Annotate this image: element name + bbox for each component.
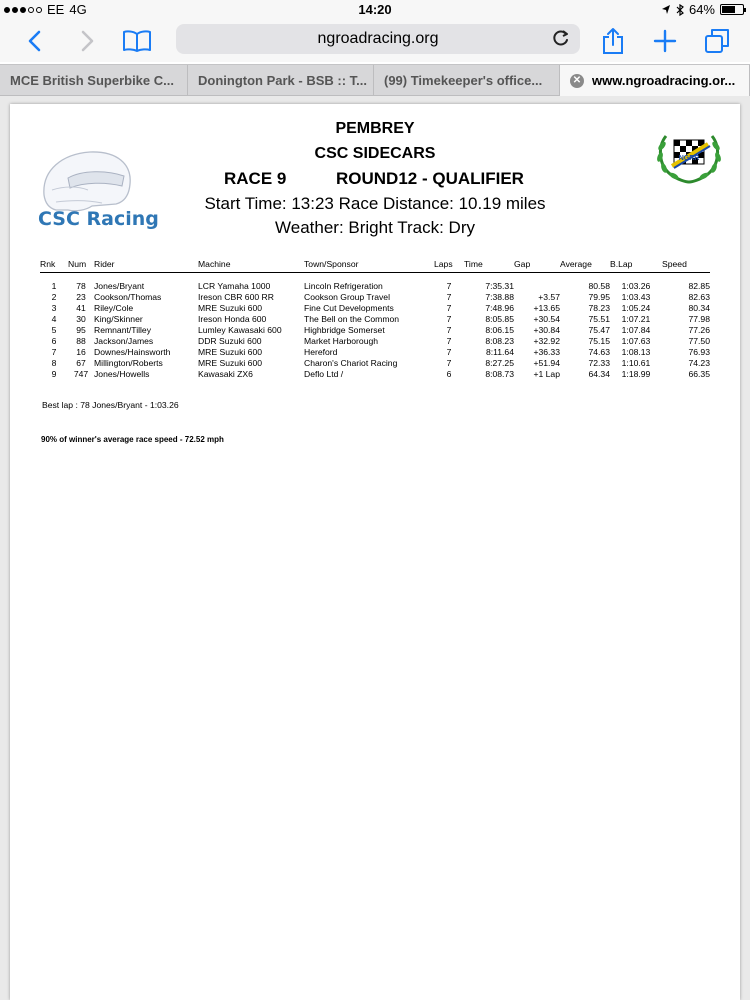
table-cell: Jones/Howells [94,368,150,379]
table-cell: Deflo Ltd / [304,368,344,379]
table-cell: 77.26 [688,324,710,335]
new-tab-button[interactable] [650,26,680,56]
table-cell: 1:05.24 [621,302,651,313]
col-header: Gap [514,259,531,269]
results-table [40,258,710,379]
address-bar[interactable] [176,24,580,54]
table-cell: 7:48.96 [485,302,514,313]
tab-label: MCE British Superbike C... [10,73,174,88]
col-header: B.Lap [610,259,633,269]
table-cell: 7:38.88 [485,291,514,302]
table-cell: 7 [446,335,452,346]
table-cell: 2 [51,291,57,302]
race-number: RACE 9 [224,169,287,188]
class-title: CSC SIDECARS [314,145,436,162]
weather-line: Weather: Bright Track: Dry [275,218,475,237]
table-row [40,291,710,302]
plus-icon [653,29,677,53]
table-cell: 78.23 [588,302,610,313]
table-cell [514,280,560,291]
table-cell: Ireson CBR 600 RR [198,291,274,302]
table-cell: 75.15 [588,335,610,346]
table-cell: 8:06.15 [485,324,514,335]
table-cell: 77.50 [688,335,710,346]
table-cell: 7 [446,357,452,368]
table-cell: MRE Suzuki 600 [198,302,263,313]
tab-2[interactable] [188,65,374,96]
table-cell: 74.63 [588,346,610,357]
col-header: Rnk [40,259,56,269]
table-cell: 1:03.43 [621,291,651,302]
results-document [10,104,740,1000]
col-header: Machine [198,259,231,269]
tab-label: (99) Timekeeper's office... [384,73,543,88]
table-cell: 1:07.63 [621,335,651,346]
table-row [40,313,710,324]
status-bar [0,0,750,20]
table-cell: 1:08.13 [621,346,651,357]
bookmarks-button[interactable] [120,26,154,56]
table-cell: 78 [76,280,86,291]
tab-strip [0,64,750,96]
table-cell: +13.65 [533,302,560,313]
table-cell: +30.54 [533,313,560,324]
table-cell: Riley/Cole [94,302,134,313]
table-cell: 66.35 [688,368,710,379]
reload-icon [552,29,570,47]
table-cell: Jackson/James [94,335,154,346]
col-header: Speed [662,259,687,269]
col-header: Laps [434,259,453,269]
table-cell: 75.47 [588,324,610,335]
table-cell: 7 [446,302,452,313]
table-cell: Lincoln Refrigeration [304,280,383,291]
chevron-left-icon [27,30,41,52]
table-cell: +36.33 [533,346,560,357]
table-row [40,335,710,346]
table-cell: 8:27.25 [485,357,514,368]
table-cell: 8 [51,357,57,368]
table-cell: 41 [76,302,86,313]
table-cell: 1:07.84 [621,324,651,335]
table-cell: 7 [446,313,452,324]
table-cell: Remnant/Tilley [94,324,151,335]
col-header: Num [68,259,87,269]
table-cell: 7 [446,291,452,302]
table-cell: 80.58 [588,280,610,291]
table-cell: 8:11.64 [485,346,514,357]
table-cell: 1:10.61 [621,357,651,368]
table-cell: 1:03.26 [621,280,651,291]
location-arrow-icon [661,4,671,15]
url-text: ngroadracing.org [317,30,439,47]
table-cell: Highbridge Somerset [304,324,385,335]
table-row [40,346,710,357]
table-cell: Jones/Bryant [94,280,145,291]
share-button[interactable] [598,26,628,56]
carrier-label: EE [47,2,65,17]
col-header: Town/Sponsor [304,259,359,269]
book-icon [122,29,152,53]
col-header: Time [464,259,483,269]
table-cell: Charon's Chariot Racing [304,357,398,368]
table-row [40,280,710,291]
reload-button[interactable] [552,29,570,52]
table-cell: Kawasaki ZX6 [198,368,253,379]
header-divider [40,272,710,273]
table-cell: +30.84 [533,324,560,335]
table-cell: 6 [51,335,57,346]
table-cell: +51.94 [533,357,560,368]
table-cell: 1:07.21 [621,313,651,324]
battery-percent: 64% [688,2,715,17]
table-cell: DDR Suzuki 600 [198,335,262,346]
table-cell: Cookson Group Travel [304,291,390,302]
share-icon [602,27,624,55]
table-cell: 76.93 [688,346,710,357]
table-cell: 23 [76,291,86,302]
tab-3[interactable] [374,65,560,96]
table-cell: MRE Suzuki 600 [198,346,263,357]
tab-label: www.ngroadracing.or... [592,73,736,88]
battery-icon [720,4,744,15]
table-cell: 747 [73,368,89,379]
table-cell: Millington/Roberts [94,357,163,368]
table-row [40,302,710,313]
table-cell: 7 [446,280,452,291]
table-cell: 7 [51,346,57,357]
tabs-icon [704,28,730,54]
tab-1[interactable] [0,65,188,96]
table-cell: 75.51 [588,313,610,324]
forward-button[interactable] [76,26,100,56]
table-cell: 79.95 [588,291,610,302]
table-row [40,324,710,335]
table-cell: 1 [51,280,57,291]
table-cell: King/Skinner [94,313,143,324]
table-cell: 7:35.31 [485,280,514,291]
table-cell: 5 [51,324,57,335]
table-cell: 95 [76,324,86,335]
table-cell: Ireson Honda 600 [198,313,267,324]
table-cell: Fine Cut Developments [304,302,394,313]
start-time-line: Start Time: 13:23 Race Distance: 10.19 miles [204,194,546,213]
table-row [40,368,710,379]
table-cell: LCR Yamaha 1000 [198,280,271,291]
table-cell: 7 [446,346,452,357]
table-cell: 30 [76,313,86,324]
ninety-percent-note: 90% of winner's average race speed - 72.52 mph [41,435,224,444]
network-label: 4G [69,2,87,17]
bluetooth-icon [676,4,684,16]
col-header: Rider [94,259,115,269]
close-tab-icon[interactable]: ✕ [570,74,584,88]
col-header: Average [560,259,592,269]
tabs-overview-button[interactable] [702,26,732,56]
venue-title: PEMBREY [335,120,415,137]
table-cell: 1:18.99 [621,368,651,379]
table-cell: Hereford [304,346,338,357]
table-cell: 82.85 [688,280,710,291]
table-cell: The Bell on the Common [304,313,400,324]
table-row [40,357,710,368]
table-cell: 74.23 [688,357,710,368]
browser-toolbar [0,20,750,62]
table-cell: 8:05.85 [485,313,514,324]
csc-racing-logo-text: CSC Racing [38,208,159,230]
table-cell: Market Harborough [304,335,379,346]
table-cell: 16 [76,346,86,357]
ngrr-logo-text: NGRR [678,155,700,162]
tab-4-active[interactable] [560,65,750,96]
table-cell: +1 Lap [533,368,560,379]
table-cell: 8:08.23 [485,335,514,346]
table-cell: +3.57 [538,291,560,302]
round-title: ROUND12 - QUALIFIER [336,169,524,188]
table-cell: 7 [446,324,452,335]
tab-label: Donington Park - BSB :: T... [198,73,367,88]
table-cell: 4 [51,313,57,324]
table-cell: 80.34 [688,302,710,313]
back-button[interactable] [22,26,46,56]
table-cell: 6 [446,368,452,379]
table-cell: +32.92 [533,335,560,346]
table-cell: 9 [51,368,57,379]
table-cell: 77.98 [688,313,710,324]
best-lap-note: Best lap : 78 Jones/Bryant - 1:03.26 [42,400,179,410]
clock: 14:20 [358,2,392,17]
table-cell: 67 [76,357,86,368]
table-header-row [40,258,710,270]
table-cell: 72.33 [588,357,610,368]
table-cell: 88 [76,335,86,346]
table-cell: 64.34 [588,368,610,379]
table-cell: MRE Suzuki 600 [198,357,263,368]
table-cell: 8:08.73 [485,368,514,379]
table-cell: 82.63 [688,291,710,302]
table-cell: Cookson/Thomas [94,291,162,302]
table-cell: Downes/Hainsworth [94,346,171,357]
table-cell: Lumley Kawasaki 600 [198,324,282,335]
chevron-right-icon [81,30,95,52]
table-cell: 3 [51,302,57,313]
